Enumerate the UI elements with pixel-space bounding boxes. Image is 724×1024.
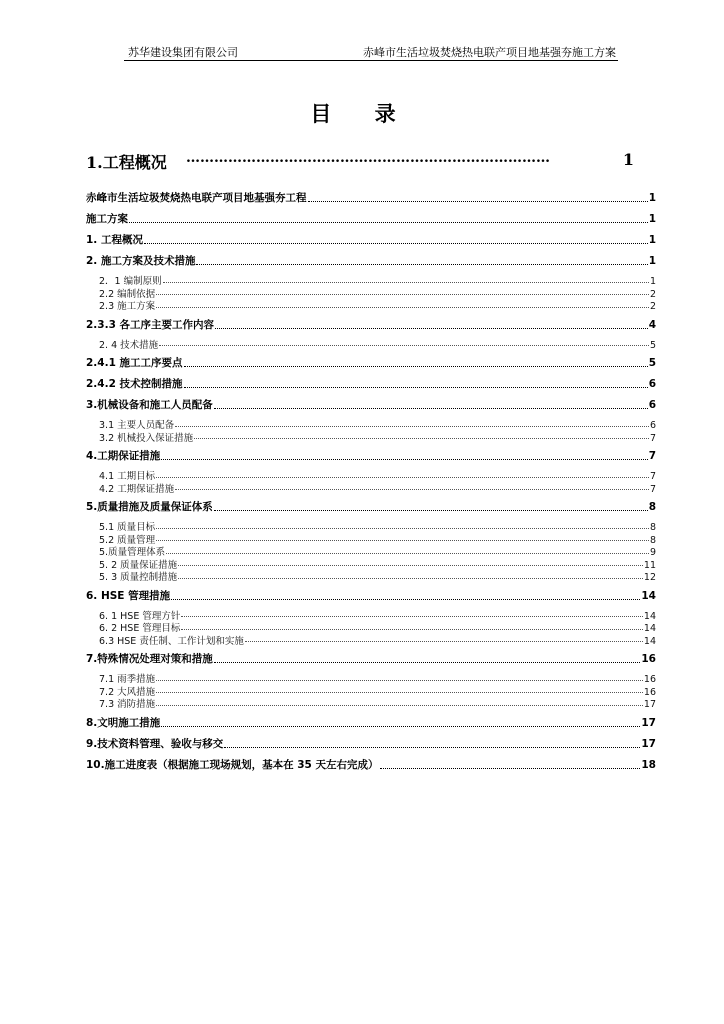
page-header xyxy=(124,40,618,61)
toc-entry-leader xyxy=(156,680,643,681)
toc-subentry[interactable] xyxy=(86,569,656,582)
toc-entry-page: 6 xyxy=(648,399,656,411)
toc-entry-leader xyxy=(156,540,649,541)
toc-entry-label: 施工方案 xyxy=(86,213,128,225)
toc-subentry[interactable] xyxy=(86,608,656,621)
toc-entry[interactable] xyxy=(86,651,656,666)
toc-entry-label: 2.3.3 各工序主要工作内容 xyxy=(86,318,215,331)
toc-entry-leader xyxy=(171,599,640,600)
toc-entry-label: 2. 施工方案及技术措施 xyxy=(86,255,196,267)
toc-entry-page: 14 xyxy=(643,635,656,647)
toc-entry-leader xyxy=(215,328,648,329)
toc-entry-leader xyxy=(129,222,648,223)
toc-entry-label: 5.质量管理体系 xyxy=(99,547,166,558)
toc-entry-page: 5 xyxy=(649,339,656,351)
toc-entry-page: 1 xyxy=(648,192,656,204)
toc-entry-page: 8 xyxy=(649,522,656,533)
toc-entry-page: 7 xyxy=(648,450,656,462)
toc-subentry[interactable] xyxy=(86,286,656,299)
toc-entry-label: 6. 1 HSE 管理方针 xyxy=(99,610,181,622)
toc-subentry[interactable] xyxy=(86,430,656,443)
toc-entry[interactable] xyxy=(86,355,656,370)
toc-entry-label: 7.特殊情况处理对策和措施 xyxy=(86,653,213,665)
toc-entry-label: 6.3 HSE 责任制、工作计划和实施 xyxy=(99,635,244,647)
toc-entry-label: 5. 2 质量保证措施 xyxy=(99,559,178,571)
toc-entry-label: 2.4.2 技术控制措施 xyxy=(86,378,183,390)
toc-entry-page: 12 xyxy=(643,572,656,583)
toc-entry-page: 8 xyxy=(648,501,656,513)
toc-entry-label: 6. HSE 管理措施 xyxy=(86,589,171,602)
toc-entry-leader xyxy=(214,510,648,511)
toc-entry-leader xyxy=(196,264,647,265)
toc-entry-leader xyxy=(156,692,643,693)
toc-entry-leader xyxy=(194,438,649,439)
toc-entry-label: 7.3 消防措施 xyxy=(99,699,156,710)
toc-subentry[interactable] xyxy=(86,532,656,545)
header-doc-title: 赤峰市生活垃圾焚烧热电联产项目地基强夯施工方案 xyxy=(363,46,616,59)
toc-entry-page: 8 xyxy=(649,534,656,546)
toc-entry-leader xyxy=(184,387,648,388)
toc-entry[interactable] xyxy=(86,499,656,514)
toc-entry-leader xyxy=(161,459,647,460)
toc-entry-page: 18 xyxy=(641,758,656,771)
toc-entry-leader xyxy=(144,243,648,244)
toc-entry[interactable] xyxy=(86,736,656,751)
toc-entry-leader xyxy=(178,565,643,566)
toc-entry-leader xyxy=(175,489,649,490)
toc-subentry[interactable] xyxy=(86,671,656,684)
toc-entry-leader xyxy=(214,408,648,409)
toc-subentry[interactable] xyxy=(86,633,656,646)
toc-subentry[interactable] xyxy=(86,298,656,311)
toc-entry[interactable] xyxy=(86,253,656,268)
toc-entry-page: 5 xyxy=(648,357,656,369)
toc-entry-page: 17 xyxy=(641,716,656,729)
toc-entry-leader xyxy=(163,282,649,283)
toc-subentry[interactable] xyxy=(86,557,656,570)
toc-entry[interactable] xyxy=(86,211,656,226)
toc-entry-label: 5.1 质量目标 xyxy=(99,522,156,533)
toc-entry-leader xyxy=(161,726,640,727)
toc-subentry[interactable] xyxy=(86,481,656,494)
toc-entry-page: 11 xyxy=(643,559,656,571)
toc-list xyxy=(86,190,656,772)
toc-entry-page: 2 xyxy=(649,301,656,312)
toc-entry-leader xyxy=(156,294,649,295)
toc-entry-page: 1 xyxy=(649,276,656,287)
toc-entry-leader xyxy=(181,616,643,617)
toc-entry-label: 10.施工进度表（根据施工现场规划，基本在 35 天左右完成） xyxy=(86,758,379,771)
toc-entry[interactable] xyxy=(86,448,656,463)
toc-entry-page: 6 xyxy=(649,420,656,431)
toc-entry-page: 7 xyxy=(649,432,656,444)
toc-entry-leader xyxy=(156,477,649,478)
toc-subentry[interactable] xyxy=(86,337,656,350)
toc-entry-page: 7 xyxy=(649,483,656,495)
toc-subentry[interactable] xyxy=(86,620,656,633)
toc-entry-label: 7.1 雨季措施 xyxy=(99,674,156,685)
toc-subentry[interactable] xyxy=(86,684,656,697)
toc-entry-label: 1. 工程概况 xyxy=(86,234,143,246)
toc-entry-page: 1 xyxy=(648,255,656,267)
toc-entry-leader xyxy=(156,307,649,308)
toc-entry-leader xyxy=(184,366,648,367)
toc-entry-page: 1 xyxy=(648,234,656,246)
toc-subentry[interactable] xyxy=(86,273,656,286)
toc-entry-page: 16 xyxy=(643,686,656,698)
toc-entry-page: 1 xyxy=(648,213,656,225)
toc-entry-page: 14 xyxy=(641,589,656,602)
toc-main-entry[interactable] xyxy=(86,150,634,172)
toc-subentry[interactable] xyxy=(86,519,656,532)
toc-entry-leader xyxy=(181,629,643,630)
toc-main-entry-page: 1 xyxy=(622,150,634,169)
toc-entry-leader xyxy=(224,747,640,748)
toc-main-entry-leader: …………………………………………………………………… xyxy=(186,150,550,166)
toc-entry-label: 2.2 编制依据 xyxy=(99,288,156,300)
toc-entry-page: 7 xyxy=(649,471,656,482)
toc-entry[interactable] xyxy=(86,397,656,412)
toc-entry-label: 8.文明施工措施 xyxy=(86,716,161,729)
toc-entry-label: 2.4.1 施工工序要点 xyxy=(86,357,183,369)
toc-entry-page: 14 xyxy=(643,623,656,634)
toc-entry-page: 16 xyxy=(641,653,656,665)
toc-entry-label: 9.技术资料管理、验收与移交 xyxy=(86,737,224,750)
toc-entry-page: 17 xyxy=(643,699,656,710)
toc-entry-label: 4.工期保证措施 xyxy=(86,450,161,462)
toc-entry-page: 2 xyxy=(649,288,656,300)
toc-entry-leader xyxy=(156,528,649,529)
toc-entry[interactable] xyxy=(86,715,656,730)
toc-entry-label: 3.1 主要人员配备 xyxy=(99,420,175,431)
toc-entry-label: 3.机械设备和施工人员配备 xyxy=(86,399,213,411)
toc-entry-leader xyxy=(380,768,641,769)
header-company: 苏华建设集团有限公司 xyxy=(128,46,238,59)
toc-subentry[interactable] xyxy=(86,417,656,430)
toc-entry-leader xyxy=(308,201,648,202)
toc-entry-page: 16 xyxy=(643,674,656,685)
toc-entry-leader xyxy=(245,641,643,642)
toc-entry-label: 4.2 工期保证措施 xyxy=(99,483,175,495)
toc-entry-page: 6 xyxy=(648,378,656,390)
toc-entry[interactable] xyxy=(86,376,656,391)
toc-entry-page: 4 xyxy=(648,318,656,331)
toc-entry-page: 14 xyxy=(643,610,656,622)
toc-entry-page: 9 xyxy=(649,547,656,558)
toc-entry-label: 7.2 大风措施 xyxy=(99,686,156,698)
toc-entry-label: 4.1 工期目标 xyxy=(99,471,156,482)
toc-entry[interactable] xyxy=(86,190,656,205)
toc-entry-leader xyxy=(166,553,649,554)
toc-entry-label: 3.2 机械投入保证措施 xyxy=(99,432,194,444)
toc-main-entry-label: 1.工程概况 xyxy=(86,153,167,172)
toc-entry-label: 6. 2 HSE 管理目标 xyxy=(99,623,181,634)
toc-entry-leader xyxy=(214,662,641,663)
toc-entry-label: 2.3 施工方案 xyxy=(99,301,156,312)
toc-entry[interactable] xyxy=(86,588,656,603)
toc-entry[interactable] xyxy=(86,757,656,772)
toc-entry-label: 2．1 编制原则 xyxy=(99,276,162,287)
toc-entry-label: 2. 4 技术措施 xyxy=(99,339,159,351)
toc-subentry[interactable] xyxy=(86,544,656,557)
toc-entry-leader xyxy=(178,578,643,579)
toc-entry-leader xyxy=(156,705,643,706)
toc-entry-label: 5. 3 质量控制措施 xyxy=(99,572,178,583)
toc-entry[interactable] xyxy=(86,317,656,332)
toc-entry-leader xyxy=(175,426,649,427)
toc-title: 目 录 xyxy=(310,102,414,126)
toc-entry-label: 5.2 质量管理 xyxy=(99,534,156,546)
toc-entry-label: 5.质量措施及质量保证体系 xyxy=(86,501,213,513)
toc-entry-leader xyxy=(159,345,649,346)
toc-subentry[interactable] xyxy=(86,696,656,709)
toc-subentry[interactable] xyxy=(86,468,656,481)
toc-entry-page: 17 xyxy=(641,737,656,750)
toc-entry[interactable] xyxy=(86,232,656,247)
toc-entry-label: 赤峰市生活垃圾焚烧热电联产项目地基强夯工程 xyxy=(86,192,307,204)
